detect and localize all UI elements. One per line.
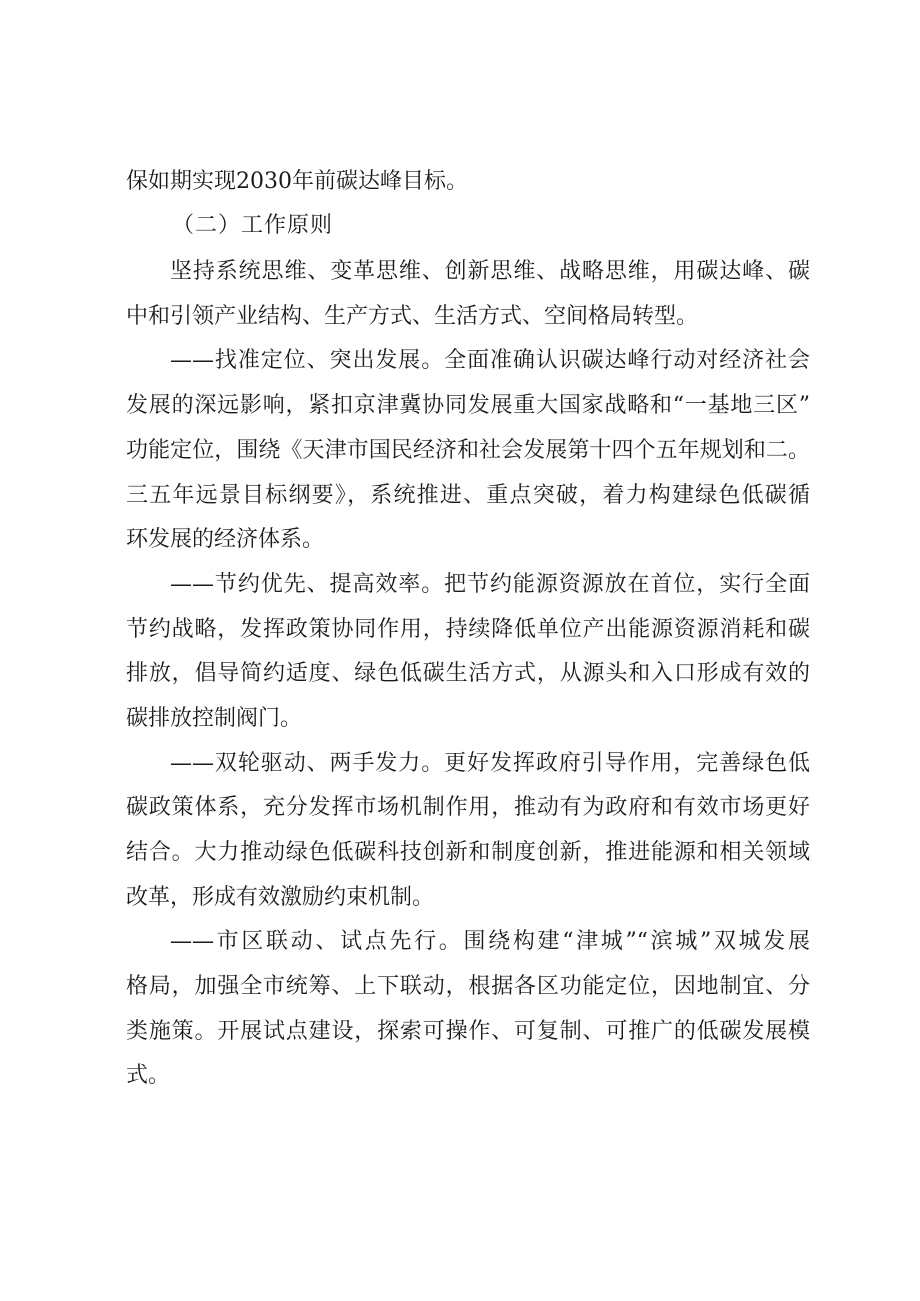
paragraph-2-line-4: 三五年远景目标纲要》，系统推进、重点突破，着力构建绿色低碳循 <box>126 483 810 508</box>
paragraph-2-line-5: 环发展的经济体系。 <box>126 527 325 552</box>
paragraph-2-line-2: 发展的深远影响，紧扣京津冀协同发展重大国家战略和“一基地三区” <box>126 393 810 418</box>
paragraph-5-line-2: 格局，加强全市统筹、上下联动，根据各区功能定位，因地制宜、分 <box>126 974 810 999</box>
paragraph-3-line-2: 节约战略，发挥政策协同作用，持续降低单位产出能源资源消耗和碳 <box>126 617 810 642</box>
intro-tail-line: 保如期实现2030年前碳达峰目标。 <box>126 169 468 194</box>
paragraph-3-line-4: 碳排放控制阀门。 <box>126 706 303 731</box>
paragraph-2-line-1: ——找准定位、突出发展。全面准确认识碳达峰行动对经济社会 <box>170 348 810 373</box>
paragraph-3-line-1: ——节约优先、提高效率。把节约能源资源放在首位，实行全面 <box>170 572 810 597</box>
paragraph-1-line-2: 中和引领产业结构、生产方式、生活方式、空间格局转型。 <box>126 304 699 329</box>
paragraph-3-line-3: 排放，倡导简约适度、绿色低碳生活方式，从源头和入口形成有效的 <box>126 661 810 686</box>
paragraph-5-line-4: 式。 <box>126 1063 171 1088</box>
paragraph-5-line-1: ——市区联动、试点先行。围绕构建“津城”“滨城”双城发展 <box>170 929 810 954</box>
paragraph-5-line-3: 类施策。开展试点建设，探索可操作、可复制、可推广的低碳发展模 <box>126 1019 810 1044</box>
paragraph-4-line-2: 碳政策体系，充分发挥市场机制作用，推动有为政府和有效市场更好 <box>126 795 810 820</box>
paragraph-4-line-3: 结合。大力推动绿色低碳科技创新和制度创新，推进能源和相关领域 <box>126 840 810 865</box>
paragraph-4-line-1: ——双轮驱动、两手发力。更好发挥政府引导作用，完善绿色低 <box>170 751 810 776</box>
paragraph-1-line-1: 坚持系统思维、变革思维、创新思维、战略思维，用碳达峰、碳 <box>170 259 810 284</box>
paragraph-2-line-3: 功能定位，围绕《天津市国民经济和社会发展第十四个五年规划和二。 <box>126 438 810 463</box>
paragraph-4-line-4: 改革，形成有效激励约束机制。 <box>126 885 435 910</box>
section-heading: （二）工作原则 <box>172 213 334 238</box>
